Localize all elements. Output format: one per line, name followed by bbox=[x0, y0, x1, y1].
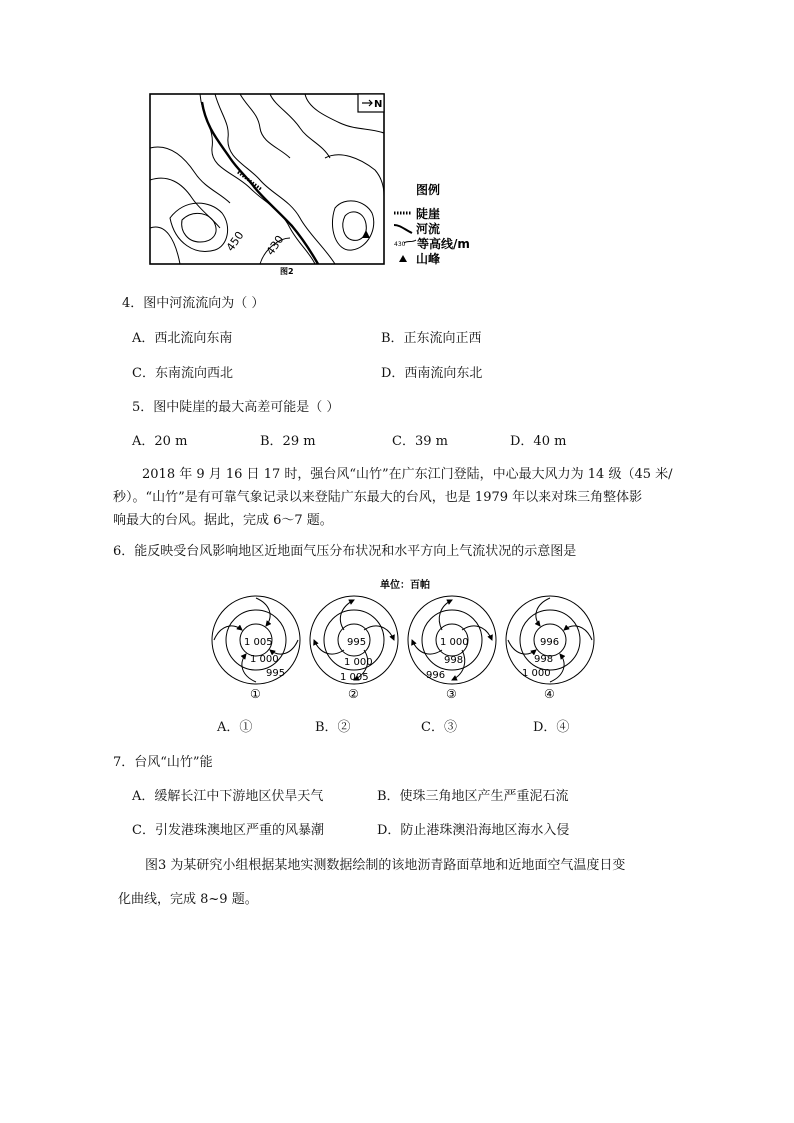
panel-4-label-mid: 998 bbox=[534, 654, 554, 665]
legend-contour-label: 等高线/m bbox=[417, 237, 470, 251]
panel-4-label-outer: 1 000 bbox=[522, 668, 551, 679]
panel-3-mark: ③ bbox=[446, 687, 457, 701]
panel-4-mark: ④ bbox=[544, 687, 555, 701]
intro-8-9-line-2: 化曲线，完成 8~9 题。 bbox=[118, 892, 258, 907]
q4-stem: 4．图中河流流向为（ ） bbox=[122, 296, 265, 311]
q7-option-d[interactable]: D．防止港珠澳沿海地区海水入侵 bbox=[377, 823, 570, 838]
q6-option-d[interactable]: D．④ bbox=[533, 720, 570, 735]
contour-label-430: 430 bbox=[263, 233, 287, 258]
legend-title: 图例 bbox=[416, 183, 441, 197]
legend-contour-sample: 430 bbox=[394, 241, 406, 248]
river-line-icon bbox=[394, 225, 412, 233]
q4-option-c[interactable]: C．东南流向西北 bbox=[132, 366, 233, 381]
map-caption: 图2 bbox=[280, 267, 294, 276]
q6-option-c[interactable]: C．③ bbox=[421, 720, 457, 735]
panel-1-label-outer: 995 bbox=[266, 668, 286, 679]
typhoon-pressure-figure bbox=[204, 574, 596, 706]
panel-2 bbox=[310, 596, 398, 701]
map-legend bbox=[394, 182, 470, 266]
panel-2-label-mid: 1 000 bbox=[344, 657, 373, 668]
q5-option-b[interactable]: B．29 m bbox=[260, 434, 316, 449]
contour-line-icon bbox=[404, 240, 416, 243]
q7-option-c[interactable]: C．引发港珠澳地区严重的风暴潮 bbox=[132, 823, 324, 838]
panel-1-label-mid: 1 000 bbox=[250, 654, 279, 665]
intro-8-9-line-1: 图3 为某研究小组根据某地实测数据绘制的该地沥青路面草地和近地面空气温度日变 bbox=[145, 858, 626, 873]
contour-label-450: 450 bbox=[223, 229, 247, 254]
panel-3-label-mid: 998 bbox=[444, 655, 464, 666]
q4-option-d[interactable]: D．西南流向东北 bbox=[381, 366, 483, 381]
panel-3-label-outer: 996 bbox=[426, 670, 446, 681]
q5-option-a[interactable]: A．20 m bbox=[132, 434, 188, 449]
intro-6-7-line-3: 响最大的台风。据此，完成 6～7 题。 bbox=[113, 513, 333, 528]
panel-1-label-inner: 1 005 bbox=[244, 637, 273, 648]
q6-option-a[interactable]: A．① bbox=[217, 720, 253, 735]
panel-2-mark: ② bbox=[348, 687, 359, 701]
peak-legend-icon bbox=[399, 255, 407, 262]
q5-option-c[interactable]: C．39 m bbox=[392, 434, 448, 449]
panel-4-label-inner: 996 bbox=[540, 637, 560, 648]
panel-3 bbox=[408, 596, 496, 701]
panel-4 bbox=[506, 596, 594, 701]
q7-stem: 7．台风“山竹”能 bbox=[113, 755, 213, 770]
topographic-map-figure bbox=[140, 88, 480, 280]
q4-option-a[interactable]: A．西北流向东南 bbox=[132, 331, 233, 346]
q5-stem: 5．图中陡崖的最大高差可能是（ ） bbox=[132, 400, 340, 415]
panel-1-mark: ① bbox=[250, 687, 261, 701]
q6-stem: 6．能反映受台风影响地区近地面气压分布状况和水平方向上气流状况的示意图是 bbox=[113, 544, 577, 559]
north-label: N bbox=[374, 99, 383, 110]
q6-option-b[interactable]: B．② bbox=[315, 720, 351, 735]
panel-2-label-inner: 995 bbox=[347, 637, 367, 648]
north-arrow-icon bbox=[358, 94, 384, 112]
q4-option-b[interactable]: B．正东流向正西 bbox=[381, 331, 482, 346]
legend-cliff-label: 陡崖 bbox=[416, 207, 441, 221]
panel-1 bbox=[212, 596, 300, 701]
q5-option-d[interactable]: D．40 m bbox=[510, 434, 567, 449]
legend-peak-label: 山峰 bbox=[416, 252, 441, 266]
panel-3-label-inner: 1 000 bbox=[440, 637, 469, 648]
panel-2-label-outer: 1 005 bbox=[340, 672, 369, 683]
figure-unit-label: 单位：百帕 bbox=[380, 580, 430, 591]
q7-option-a[interactable]: A．缓解长江中下游地区伏旱天气 bbox=[132, 789, 324, 804]
intro-6-7-line-2: 秒）。“山竹”是有可靠气象记录以来登陆广东最大的台风，也是 1979 年以来对珠三角整体影 bbox=[113, 490, 643, 505]
q7-option-b[interactable]: B．使珠三角地区产生严重泥石流 bbox=[377, 789, 569, 804]
legend-river-label: 河流 bbox=[416, 222, 441, 236]
intro-6-7-line-1: 2018 年 9 月 16 日 17 时，强台风“山竹”在广东江门登陆，中心最大风力为 14 级（45 米/ bbox=[142, 467, 673, 482]
